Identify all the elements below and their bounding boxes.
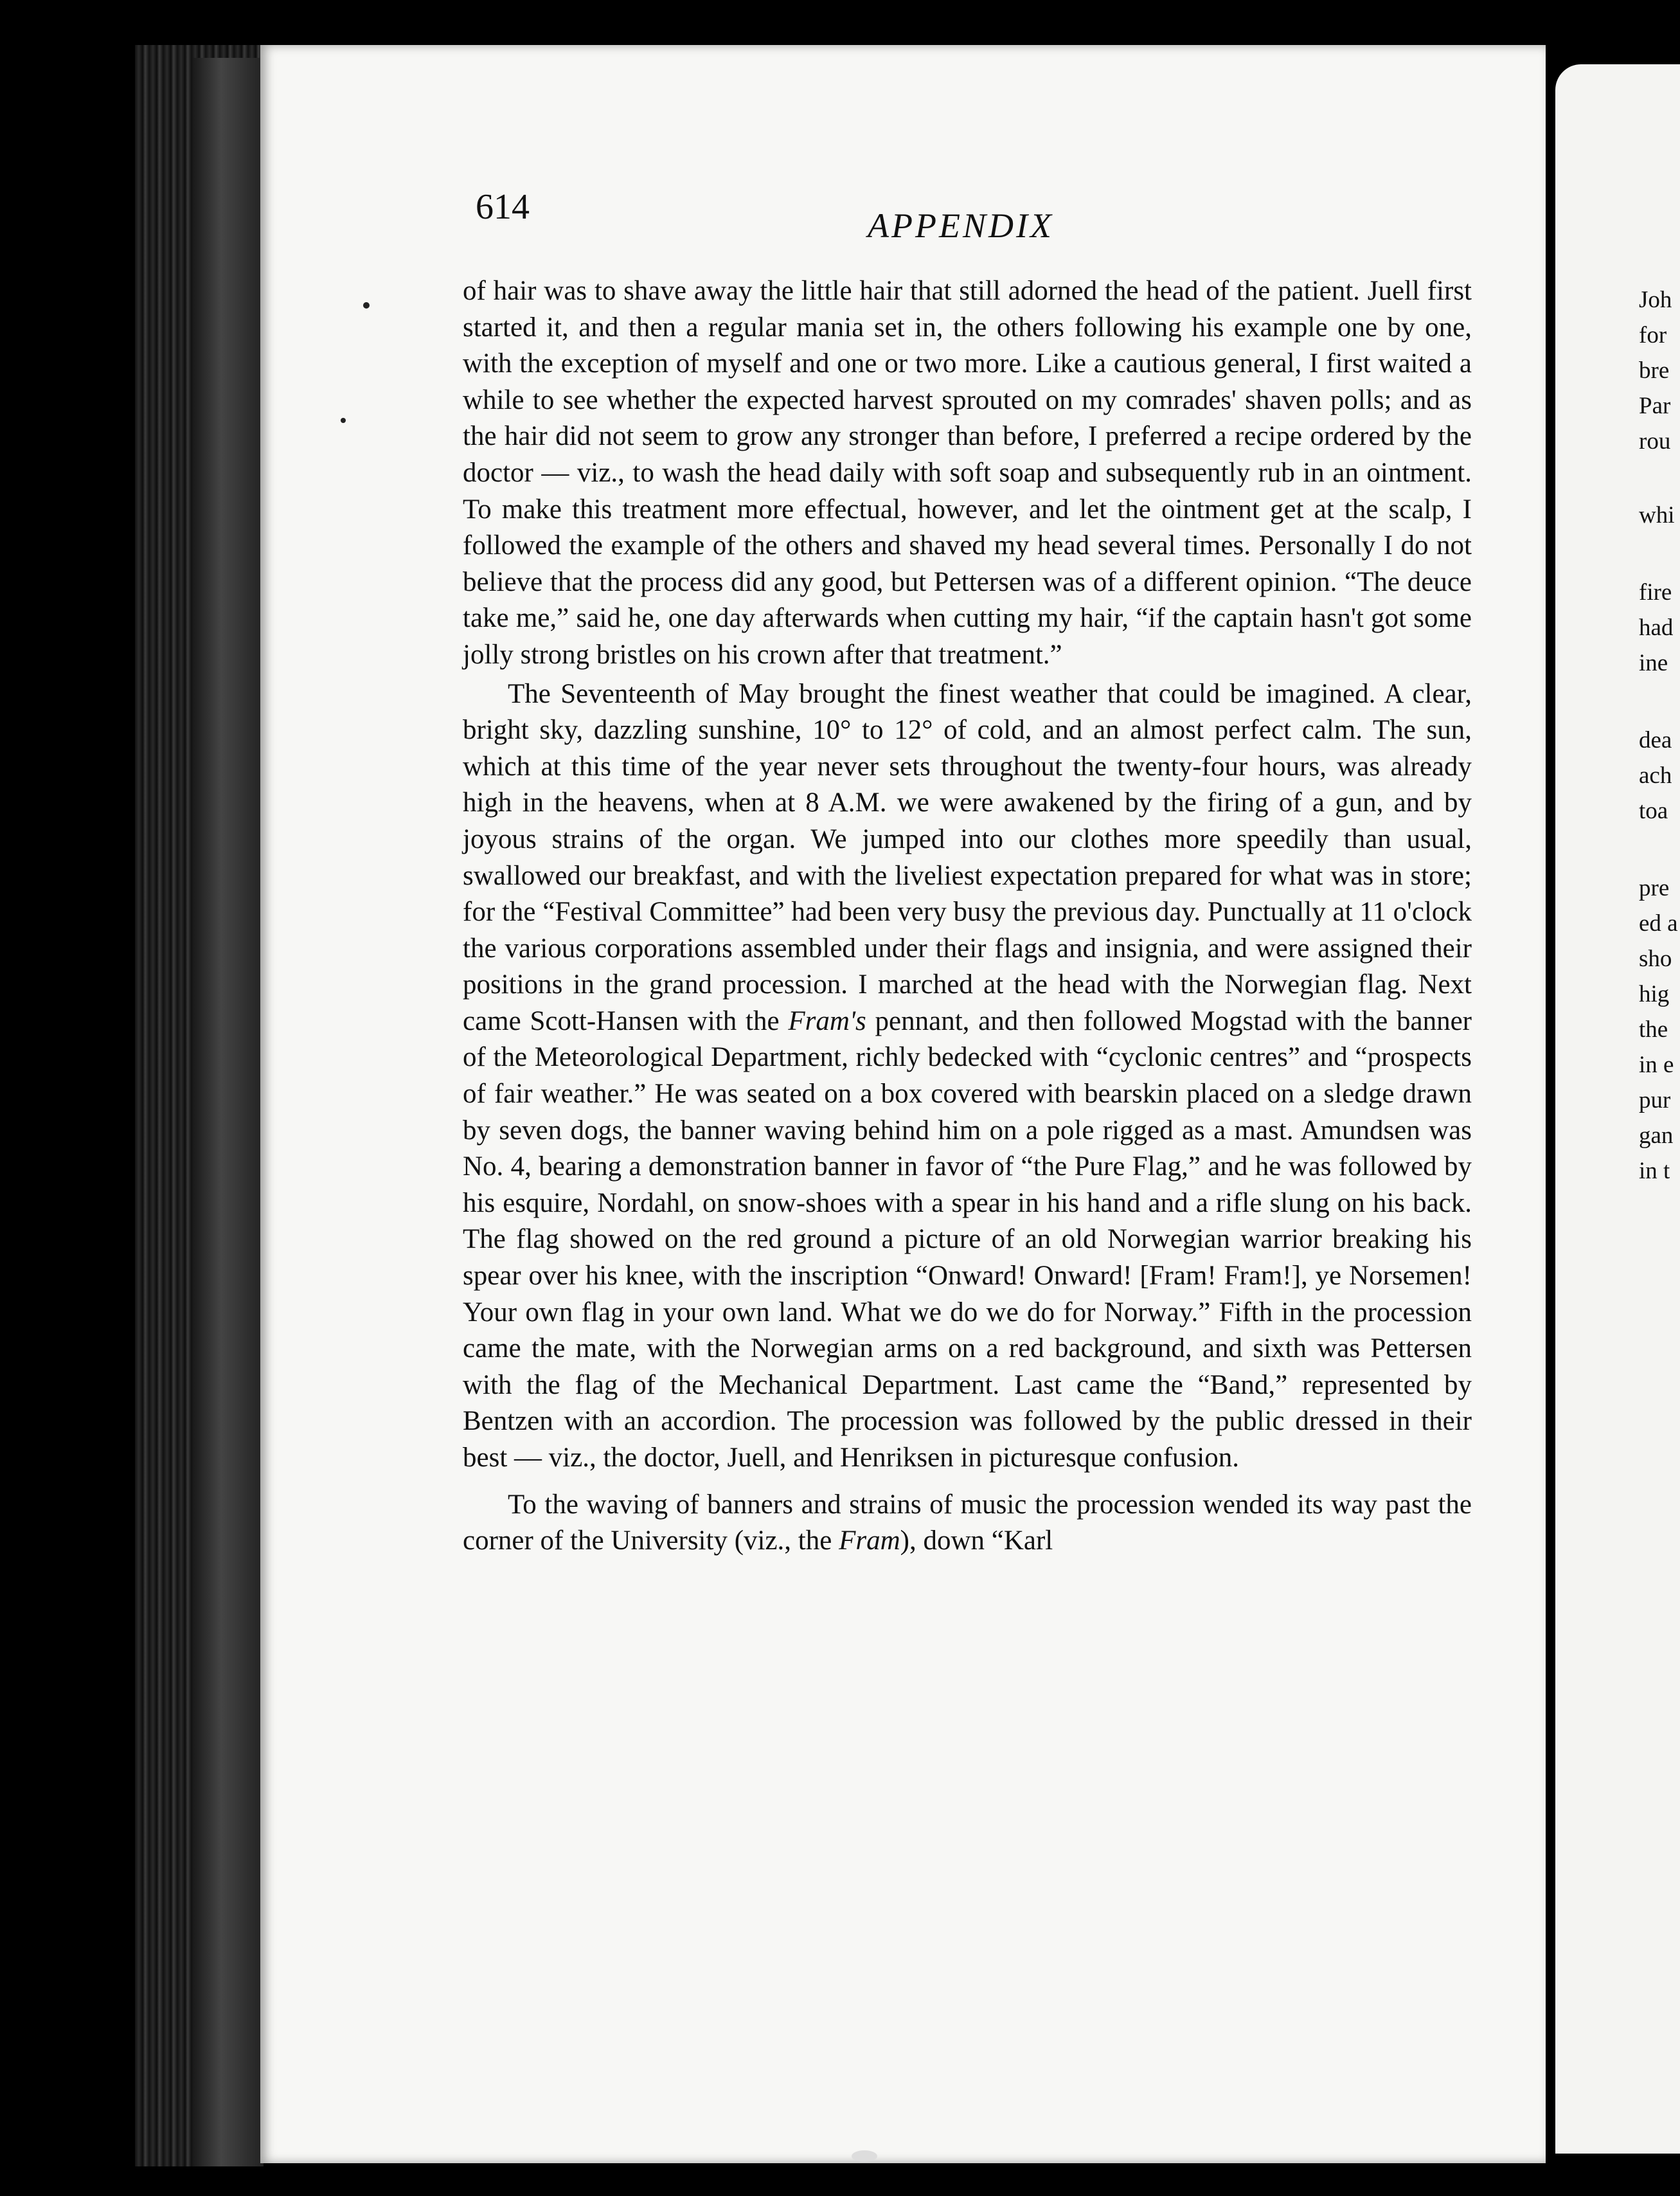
facing-page xyxy=(1555,64,1680,2154)
facing-page-line: had xyxy=(1639,615,1674,641)
facing-page-line: pre xyxy=(1639,875,1670,901)
facing-page-line: rou xyxy=(1639,428,1671,455)
page-body xyxy=(463,273,1472,1560)
facing-page-line: whi xyxy=(1639,502,1675,528)
facing-page-line: toa xyxy=(1639,798,1668,824)
facing-page-line: the xyxy=(1639,1016,1668,1043)
facing-page-line: ed a xyxy=(1639,910,1678,937)
paper-speck xyxy=(341,418,346,423)
facing-page-line: fire xyxy=(1639,579,1672,606)
paragraph-2-italic: Fram's xyxy=(788,1005,866,1036)
paragraph-3-text-end: ), down “Karl xyxy=(900,1526,1053,1556)
paper-speck xyxy=(363,302,370,309)
paragraph-2-text-end: pennant, and then followed Mogstad with the banner of the Meteorological Department, richly bedecked with “cyclonic centres” and “prospects of fair weather.” He was seated on a box covered with bearskin placed on a sledge drawn by seven dogs, the banner waving behind him on a pole rigged as a mast. Amundsen was No. 4, bearing a demonstration banner in favor of “the Pure Flag,” and he was followed by his esquire, Nordahl, on snow-shoes with a spear in his hand and a rifle slung on his back. The flag showed on the red ground a picture of an old Norwegian warrior breaking his spear over his knee, with the inscription “Onward! Onward! [Fram! Fram!], ye Norsemen! Your own flag in your own land. What we do we do for Norway.” Fifth in the procession came the mate, with the Norwegian arms on a red background, and sixth was Pettersen with the flag of the Mechanical Department. Last came the “Band,” represented by Bentzen with an accordion. The procession was followed by the public dressed in their best — viz., the doctor, Juell, and Henriksen in picturesque confusion. xyxy=(463,1005,1472,1473)
facing-page-line: ine xyxy=(1639,650,1668,676)
book-spine-shadow xyxy=(193,58,264,2166)
paragraph-2 xyxy=(463,676,1472,1477)
paragraph-3 xyxy=(463,1487,1472,1560)
running-head: APPENDIX xyxy=(868,206,1054,245)
facing-page-line: ach xyxy=(1639,762,1672,789)
paragraph-1-text: of hair was to shave away the little hair that still adorned the head of the patient. Juell first started it, and then a regular mania set in, the others following his example one by one, with the exception of myself and one or two more. Like a cautious general, I first waited a while to see whether the expected harvest sprouted on my comrades' shaven polls; and as the hair did not seem to grow any stronger than before, I preferred a recipe ordered by the doctor — viz., to wash the head daily with soft soap and subsequently rub in an ointment. To make this treatment more effectual, however, and let the ointment get at the scalp, I followed the example of the others and shaved my head several times. Personally I do not believe that the process did any good, but Pettersen was of a different opinion. “The deuce take me,” said he, one day afterwards when cutting my hair, “if the captain hasn't got some jolly strong bristles on his crown after that treatment.” xyxy=(463,276,1472,670)
facing-page-line: pur xyxy=(1639,1087,1671,1113)
paper-speck xyxy=(852,2150,877,2162)
paragraph-1 xyxy=(463,273,1472,674)
paragraph-3-italic: Fram xyxy=(839,1526,900,1556)
facing-page-line: sho xyxy=(1639,946,1672,972)
paragraph-3-text-start: To the waving of banners and strains of music the procession wended its way past the corner of the University (viz., the xyxy=(463,1489,1472,1556)
facing-page-line: in e xyxy=(1639,1052,1674,1078)
facing-page-line: hig xyxy=(1639,981,1670,1007)
facing-page-line: for xyxy=(1639,322,1667,348)
facing-page-line: bre xyxy=(1639,357,1670,384)
facing-page-line: in t xyxy=(1639,1158,1670,1184)
facing-page-line: Joh xyxy=(1639,287,1672,313)
facing-page-line: gan xyxy=(1639,1122,1674,1149)
facing-page-line: Par xyxy=(1639,393,1671,419)
facing-page-line: dea xyxy=(1639,727,1672,753)
page-number: 614 xyxy=(476,187,530,227)
paragraph-2-text-start: The Seventeenth of May brought the finest weather that could be imagined. A clear, bright sky, dazzling sunshine, 10° to 12° of cold, and an almost perfect calm. The sun, which at this time of the year never sets throughout the twenty-four hours, was already high in the heavens, when at 8 A.M. we were awakened by the firing of a gun, and by joyous strains of the organ. We jumped into our clothes more speedily than usual, swallowed our breakfast, and with the liveliest expectation prepared for what was in store; for the “Festival Committee” had been very busy the previous day. Punctually at 11 o'clock the various corporations assembled under their flags and insignia, and were assigned their positions in the grand procession. I marched at the head with the Norwegian flag. Next came Scott-Hansen with the xyxy=(463,678,1472,1036)
